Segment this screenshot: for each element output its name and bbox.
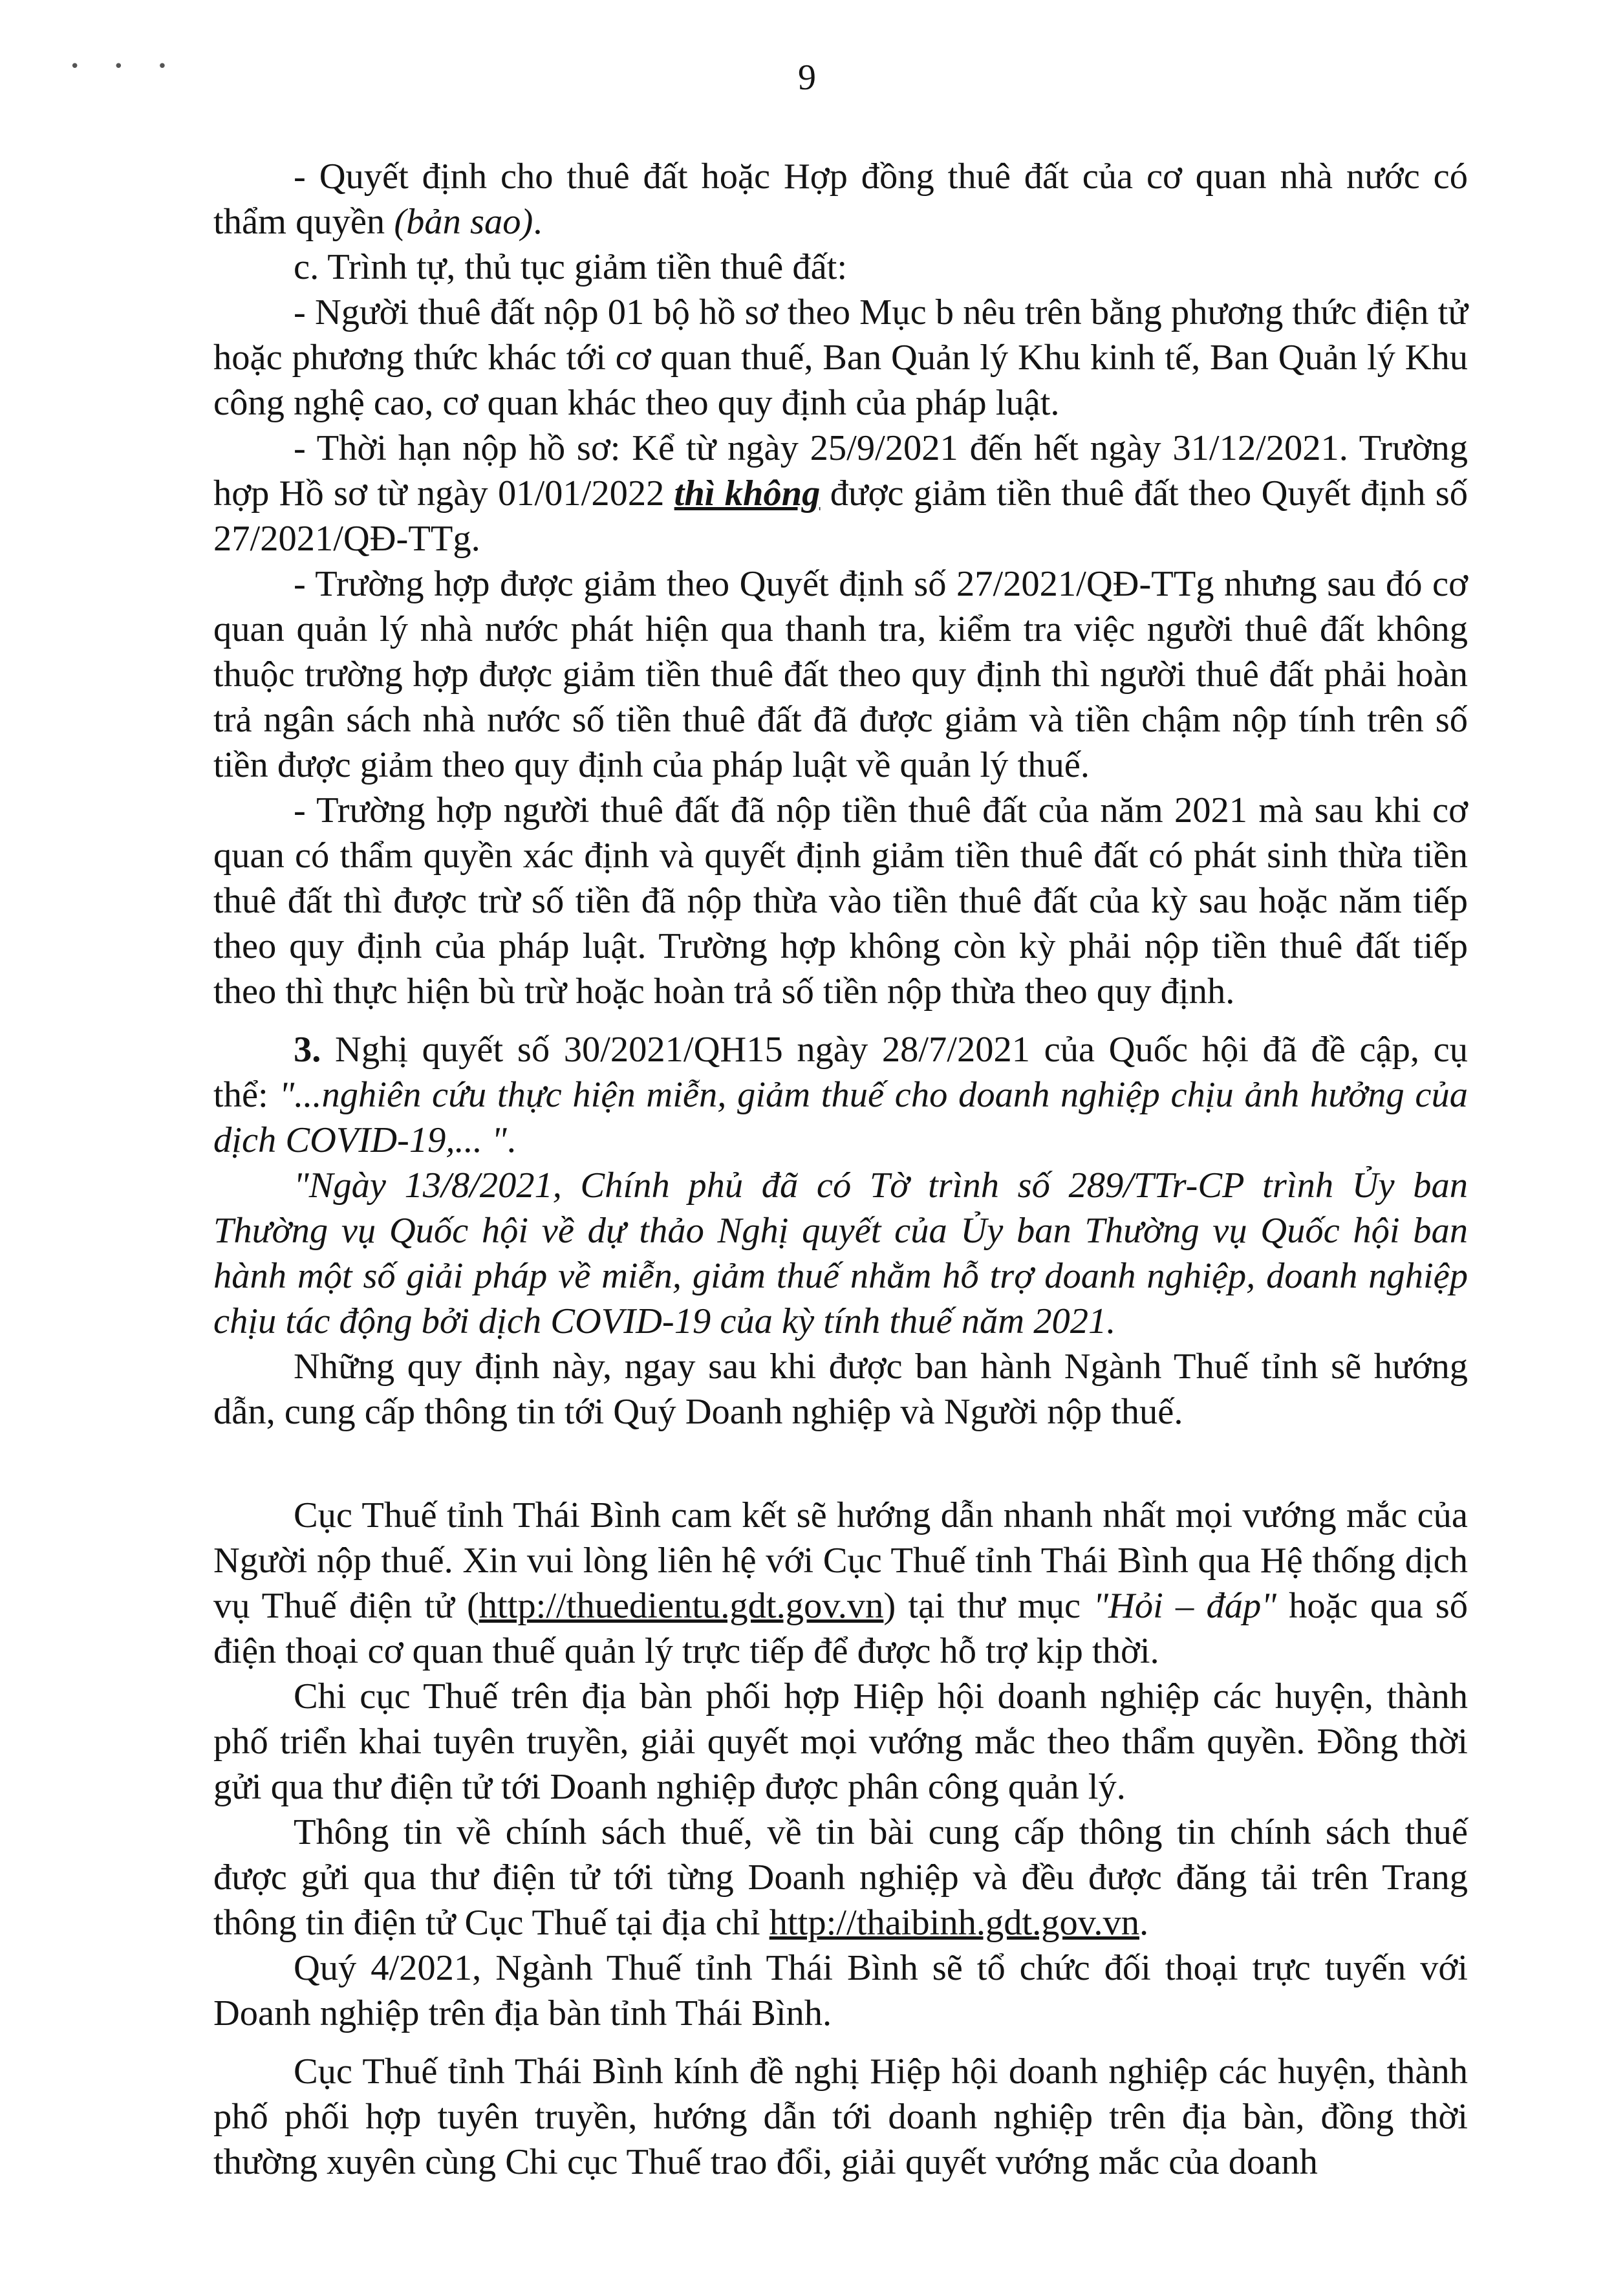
paragraph-government-submission: "Ngày 13/8/2021, Chính phủ đã có Tờ trình số 289/TTr-CP trình Ủy ban Thường vụ Quốc hội về dự thảo Nghị quyết của Ủy ban Thường vụ Quốc hội ban hành một số giải pháp về miễn, giảm thuế nhằm hỗ trợ doanh nghiệp, doanh nghiệp chịu tác động bởi dịch COVID-19 của kỳ tính thuế năm 2021.: [213, 1165, 1468, 1341]
section-c-heading: c. Trình tự, thủ tục giảm tiền thuê đất:: [294, 247, 848, 287]
paragraph-submit-dossier: - Người thuê đất nộp 01 bộ hồ sơ theo Mục b nêu trên bằng phương thức điện tử hoặc phương thức khác tới cơ quan thuế, Ban Quản lý Khu kinh tế, Ban Quản lý Khu công nghệ cao, cơ quan khác theo quy định của pháp luật.: [213, 292, 1468, 423]
scan-specks: • • •: [70, 57, 182, 76]
paragraph-resolution-30: 3. Nghị quyết số 30/2021/QH15 ngày 28/7/2021 của Quốc hội đã đề cập, cụ thể: "...nghiên cứu thực hiện miễn, giảm thuế cho doanh nghiệp chịu ảnh hưởng của dịch COVID-19,... ".: [213, 1030, 1468, 1160]
paragraph-submission-deadline: - Thời hạn nộp hồ sơ: Kể từ ngày 25/9/2021 đến hết ngày 31/12/2021. Trường hợp Hồ sơ từ ngày 01/01/2022 thì không được giảm tiền thuê đất theo Quyết định số 27/2021/QĐ-TTg.: [213, 428, 1468, 559]
item-number-3: 3.: [294, 1030, 321, 1070]
paragraph-refund-case: - Trường hợp được giảm theo Quyết định số 27/2021/QĐ-TTg nhưng sau đó cơ quan quản lý nhà nước phát hiện qua thanh tra, kiểm tra việc người thuê đất không thuộc trường hợp được giảm tiền thuê đất theo quy định thì người thuê đất phải hoàn trả ngân sách nhà nước số tiền thuê đất đã được giảm và tiền chậm nộp tính trên số tiền được giảm theo quy định của pháp luật về quản lý thuế.: [213, 564, 1468, 785]
link-thuedientu[interactable]: http://thuedientu.gdt.gov.vn: [479, 1586, 884, 1626]
paragraph-overpaid-case: - Trường hợp người thuê đất đã nộp tiền thuê đất của năm 2021 mà sau khi cơ quan có thẩm quyền xác định và quyết định giảm tiền thuê đất có phát sinh thừa tiền thuê đất thì được trừ số tiền đã nộp thừa vào tiền thuê đất của kỳ sau hoặc năm tiếp theo quy định của pháp luật. Trường hợp không còn kỳ phải nộp tiền thuê đất tiếp theo thì thực hiện bù trừ hoặc hoàn trả số tiền nộp thừa theo quy định.: [213, 790, 1468, 1012]
paragraph-request-association: Cục Thuế tỉnh Thái Bình kính đề nghị Hiệp hội doanh nghiệp các huyện, thành phố phối hợp tuyên truyền, hướng dẫn tới doanh nghiệp trên địa bàn, đồng thời thường xuyên cùng Chi cục Thuế trao đổi, giải quyết vướng mắc của doanh: [213, 2052, 1468, 2182]
paragraph-information-publishing: Thông tin về chính sách thuế, về tin bài cung cấp thông tin chính sách thuế được gửi qua thư điện tử tới từng Doanh nghiệp và đều được đăng tải trên Trang thông tin điện tử Cục Thuế tại địa chỉ http://thaibinh.gdt.gov.vn.: [213, 1812, 1468, 1943]
paragraph-online-dialogue: Quý 4/2021, Ngành Thuế tỉnh Thái Bình sẽ tổ chức đối thoại trực tuyến với Doanh nghiệp trên địa bàn tỉnh Thái Bình.: [213, 1948, 1468, 2033]
paragraph-commitment: Cục Thuế tỉnh Thái Bình cam kết sẽ hướng dẫn nhanh nhất mọi vướng mắc của Người nộp thuế. Xin vui lòng liên hệ với Cục Thuế tỉnh Thái Bình qua Hệ thống dịch vụ Thuế điện tử (http://thuedientu.gdt.gov.vn) tại thư mục "Hỏi – đáp" hoặc qua số điện thoại cơ quan thuế quản lý trực tiếp để được hỗ trợ kịp thời.: [213, 1495, 1468, 1671]
link-thaibinh-gdt[interactable]: http://thaibinh.gdt.gov.vn: [769, 1903, 1139, 1943]
document-body: [213, 154, 1468, 2185]
paragraph-land-lease-decision: - Quyết định cho thuê đất hoặc Hợp đồng thuê đất của cơ quan nhà nước có thẩm quyền (bản sao).: [213, 157, 1468, 242]
paragraph-guidance-promise: Những quy định này, ngay sau khi được ban hành Ngành Thuế tỉnh sẽ hướng dẫn, cung cấp thông tin tới Quý Doanh nghiệp và Người nộp thuế.: [213, 1347, 1468, 1432]
emphasis-thi-khong: thì không: [674, 473, 821, 514]
page-number: 9: [798, 58, 816, 98]
paragraph-district-coordination: Chi cục Thuế trên địa bàn phối hợp Hiệp hội doanh nghiệp các huyện, thành phố triển khai tuyên truyền, giải quyết mọi vướng mắc theo thẩm quyền. Đồng thời gửi qua thư điện tử tới Doanh nghiệp được phân công quản lý.: [213, 1676, 1468, 1807]
